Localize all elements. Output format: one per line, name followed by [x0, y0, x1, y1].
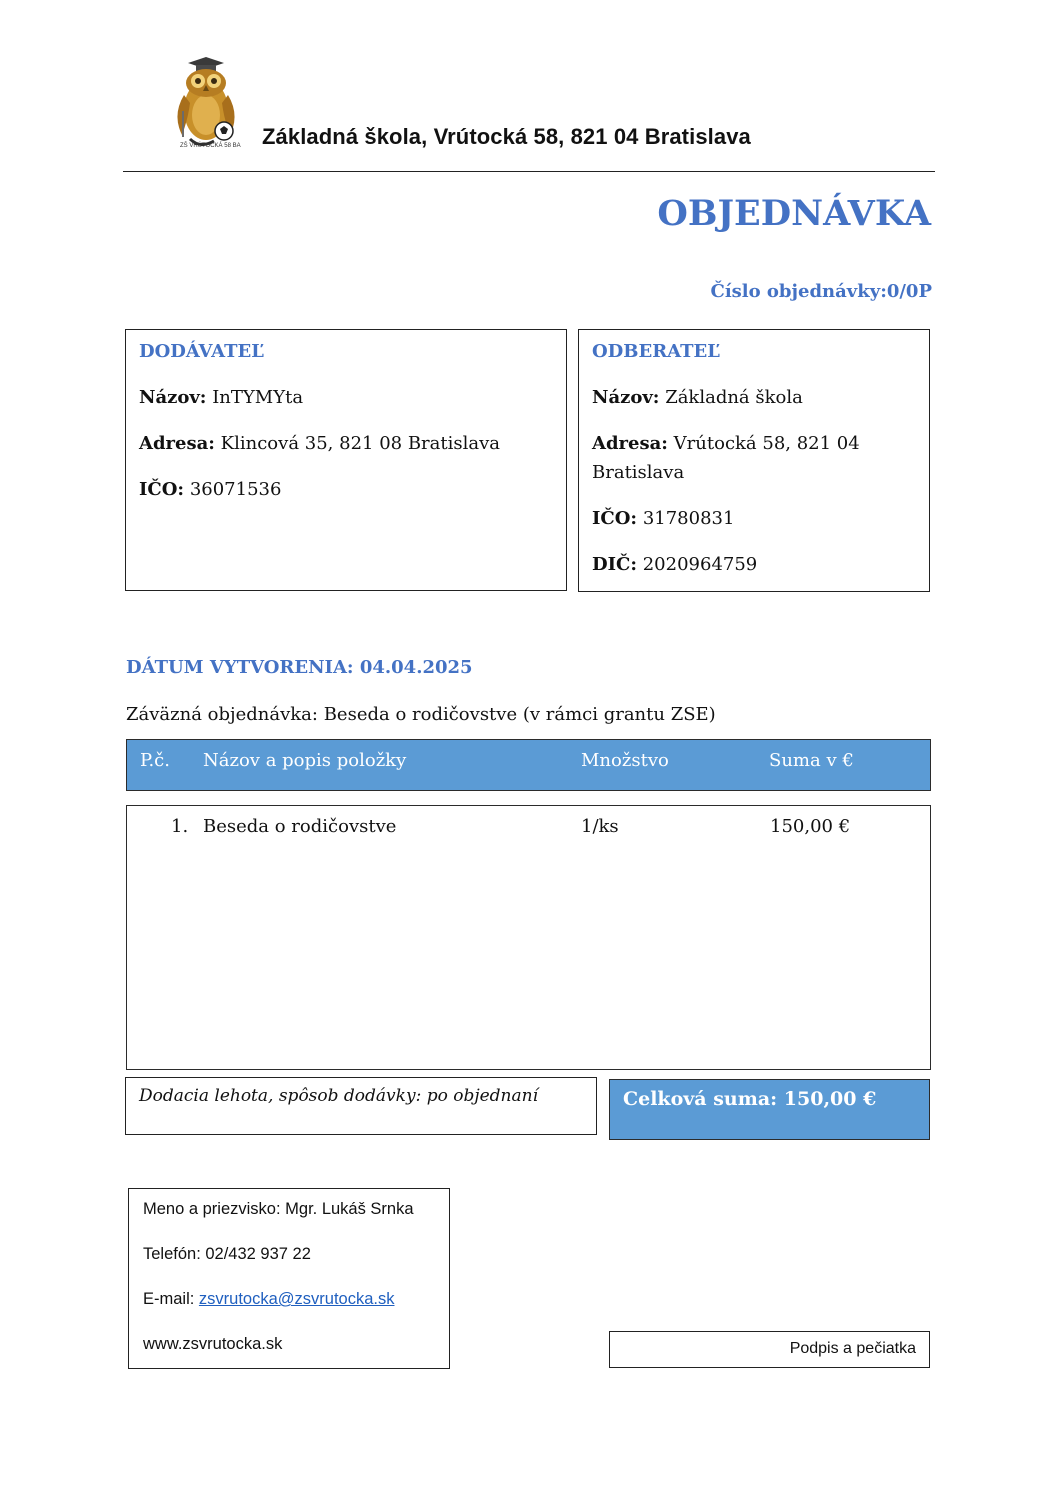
row-item: Beseda o rodičovstve — [203, 816, 397, 837]
supplier-name-field — [139, 383, 553, 412]
total-sum: Celková suma: 150,00 € — [609, 1079, 930, 1140]
supplier-address-field — [139, 429, 553, 458]
contact-email-link[interactable]: zsvrutocka@zsvrutocka.sk — [198, 1290, 395, 1308]
customer-dic: 2020964759 — [642, 554, 758, 575]
contact-name: Meno a priezvisko: Mgr. Lukáš Srnka — [143, 1200, 414, 1218]
header-cell-number: P.č. — [140, 750, 170, 771]
contact-box — [128, 1188, 450, 1369]
signature-box: Podpis a pečiatka — [609, 1331, 930, 1368]
customer-address: Vrútocká 58, 821 04 Bratislava — [592, 433, 860, 483]
header-cell-item: Názov a popis položky — [203, 750, 407, 771]
customer-name-field — [592, 383, 916, 412]
supplier-ico-label: IČO: — [139, 479, 185, 500]
contact-phone: Telefón: 02/432 937 22 — [143, 1245, 311, 1263]
customer-dic-label: DIČ: — [592, 554, 637, 575]
supplier-ico: 36071536 — [189, 479, 282, 500]
document-title: OBJEDNÁVKA — [657, 193, 931, 234]
supplier-box — [125, 329, 567, 591]
items-table-header — [126, 739, 931, 791]
owl-icon — [166, 55, 238, 155]
order-number: Číslo objednávky:0/0P — [710, 281, 932, 302]
customer-ico: 31780831 — [642, 508, 735, 529]
supplier-address: Klincová 35, 821 08 Bratislava — [220, 433, 500, 454]
customer-heading: ODBERATEĽ — [592, 341, 720, 362]
contact-website: www.zsvrutocka.sk — [143, 1335, 283, 1353]
customer-name-label: Názov: — [592, 387, 660, 408]
creation-date: DÁTUM VYTVORENIA: 04.04.2025 — [126, 657, 473, 678]
supplier-heading: DODÁVATEĽ — [139, 341, 264, 362]
items-table-body — [126, 805, 931, 1070]
customer-address-field — [592, 429, 916, 487]
row-quantity: 1/ks — [581, 816, 619, 837]
supplier-name-label: Názov: — [139, 387, 207, 408]
header-divider — [123, 171, 935, 172]
customer-dic-field — [592, 550, 916, 579]
customer-address-label: Adresa: — [592, 433, 668, 454]
customer-ico-field — [592, 504, 916, 533]
contact-email-line — [143, 1288, 435, 1310]
row-number: 1. — [171, 816, 189, 837]
delivery-terms: Dodacia lehota, spôsob dodávky: po objednaní — [125, 1077, 597, 1135]
order-subject: Záväzná objednávka: Beseda o rodičovstve (v rámci grantu ZSE) — [126, 704, 716, 725]
supplier-address-label: Adresa: — [139, 433, 215, 454]
logo-caption: ZŠ VRÚTOCKÁ 58 BA — [180, 143, 241, 149]
header-cell-quantity: Množstvo — [581, 750, 669, 771]
supplier-name: InTYMYta — [212, 387, 304, 408]
customer-name: Základná škola — [665, 387, 803, 408]
contact-email-label: E-mail: — [143, 1290, 199, 1308]
row-sum: 150,00 € — [770, 816, 851, 837]
customer-ico-label: IČO: — [592, 508, 638, 529]
school-title: Základná škola, Vrútocká 58, 821 04 Bratislava — [262, 124, 751, 149]
school-logo — [166, 55, 241, 155]
header-cell-sum: Suma v € — [769, 750, 854, 771]
customer-box — [578, 329, 930, 592]
supplier-ico-field — [139, 475, 553, 504]
